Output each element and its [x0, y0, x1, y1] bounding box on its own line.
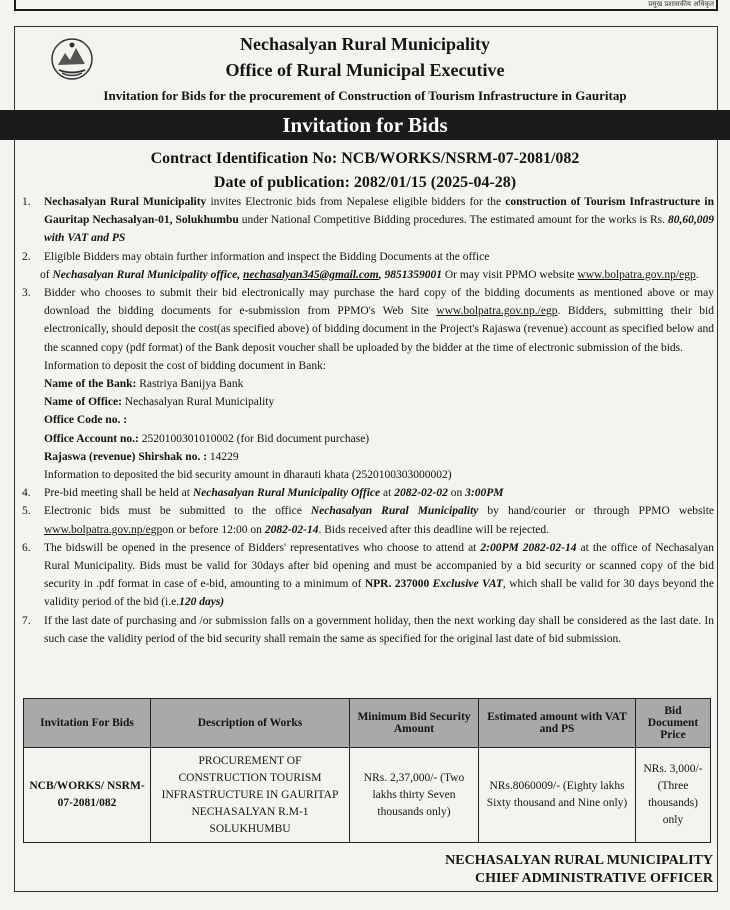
item-number: 6. — [22, 541, 31, 554]
bid-summary-table — [23, 698, 711, 843]
list-item — [22, 612, 714, 648]
item-number: 2. — [22, 250, 31, 263]
table-header-row — [24, 699, 711, 748]
ppmo-website-link[interactable]: www.bolpatra.gov.np/egp — [44, 523, 163, 536]
municipality-name: Nechasalyan Rural Municipality — [239, 34, 490, 54]
validity-days: 120 days) — [179, 596, 225, 609]
list-item — [22, 284, 714, 357]
item-number: 3. — [22, 287, 31, 300]
signature-line-officer: CHIEF ADMINISTRATIVE OFFICER — [474, 871, 713, 886]
bank-value: Rastriya Banijya Bank — [136, 378, 244, 391]
item-text: . Bidders, submitting their bid electronically, should deposit the cost(as specified above) of bidding document in the Project's Rajaswa (revenue) account as specified below and the scanned copy (pdf format) of the Bank deposit voucher shall be uploaded by the bidder at the time of electronic submission of the bids. — [44, 305, 714, 354]
bid-security-info: Information to deposited the bid security amount in dharauti khata (2520100303000002) — [44, 469, 452, 482]
item-text: at the office of Nechasalyan Rural Municipality. Bids must be valid for 30days after bid opening and must be accompanied by a bid security or scanned copy of the bid security in .pdf format in case of e-bid, amounting to a minimum of — [44, 541, 714, 591]
item-text: The bidswill be opened in the presence of Bidders' representatives who choose to attend at — [44, 541, 481, 554]
item-number: 5. — [22, 505, 31, 518]
item-text: construction of Tourism Infrastructure in Gauritap Nechasalyan-01, Solukhumbu — [44, 196, 714, 227]
table-cell: NRs. 2,37,000/- (Two lakhs thirty Seven thousands only) — [350, 748, 479, 843]
list-item — [22, 193, 714, 248]
rajaswa-label: Rajaswa (revenue) Shirshak no. : — [44, 450, 208, 463]
column-header: Invitation For Bids — [24, 699, 151, 748]
office-code-label: Office Code no. : — [44, 414, 128, 427]
item-text: at — [380, 487, 395, 500]
item-text: If the last date of purchasing and /or submission falls on a government holiday, then the next working day shall be considered as the last date. In such case the validity period of the bid security shall remain the same as specified for the original last date of bid submission. — [44, 614, 714, 645]
item-text: . — [695, 268, 699, 281]
account-value: 2520100301010002 (for Bid document purchase) — [138, 432, 370, 445]
column-header: Estimated amount with VAT and PS — [479, 699, 636, 748]
column-header: Minimum Bid Security Amount — [350, 699, 479, 748]
item-text: Nechasalyan Rural Municipality — [310, 505, 479, 518]
office-name-ref: Nechasalyan Rural Municipality office, — [52, 268, 243, 281]
signature-block — [445, 852, 713, 888]
item-text: Eligible Bidders may obtain further information and inspect the Bidding Documents at the office — [44, 250, 490, 263]
notice-banner: Invitation for Bids — [0, 110, 730, 140]
ppmo-website-link[interactable]: www.bolpatra.gov.np/egp — [577, 268, 696, 281]
item-text: Bidder who chooses to submit their bid electronically may purchase the hard copy of the bidding documents as mentioned above or may download the bidding documents for e-submission from PPMO's Web Site — [44, 287, 714, 318]
item-text: , which shall be valid for 30 days beyond the validity period of the bid (i.e. — [44, 578, 714, 609]
opening-datetime: 2:00PM 2082-02-14 — [480, 541, 577, 554]
list-item — [22, 539, 714, 612]
item-number: 4. — [22, 487, 31, 500]
bank-label: Name of the Bank: — [44, 378, 137, 391]
item-text: . Bids received after this deadline will be rejected. — [318, 523, 550, 536]
table-row — [24, 748, 711, 843]
item-text: invites Electronic bids from Nepalese eligible bidders for the — [206, 196, 506, 208]
signature-line-municipality: NECHASALYAN RURAL MUNICIPALITY — [445, 853, 713, 868]
item-text: Pre-bid meeting shall be held at — [44, 487, 193, 500]
column-header: Description of Works — [151, 699, 350, 748]
prebid-date: 2082-02-02 — [394, 487, 448, 500]
office-value: Nechasalyan Rural Municipality — [121, 396, 275, 409]
submission-date: 2082-02-14 — [264, 523, 319, 536]
prebid-time: 3:00PM — [465, 487, 504, 500]
phone-number: , 9851359001 — [378, 268, 442, 281]
item-text: Nechasalyan Rural Municipality — [44, 196, 207, 208]
table-cell: NRs.8060009/- (Eighty lakhs Sixty thousand and Nine only) — [479, 748, 636, 843]
item-text: of — [40, 268, 53, 281]
contract-id: Contract Identification No: NCB/WORKS/NSRM-07-2081/082 — [150, 150, 580, 167]
item-text: by hand/courier or through PPMO website — [478, 505, 714, 518]
bank-info-intro: Information to deposit the cost of bidding document in Bank: — [44, 359, 327, 372]
notice-body — [22, 193, 714, 648]
item-text: on or before 12:00 on — [162, 523, 265, 536]
list-item — [22, 502, 714, 538]
bid-security-amount: NPR. 237000 — [364, 578, 430, 591]
list-item — [22, 248, 714, 266]
office-name: Office of Rural Municipal Executive — [225, 60, 505, 80]
column-header: Bid Document Price — [636, 699, 711, 748]
table-cell: NCB/WORKS/ NSRM-07-2081/082 — [24, 748, 151, 843]
item-text: Or may visit PPMO website — [441, 268, 578, 281]
item-text: Electronic bids must be submitted to the office — [44, 505, 311, 518]
list-item — [22, 484, 714, 502]
item-text: Nechasalyan Rural Municipality Office — [192, 487, 381, 500]
email-link[interactable]: nechasalyan345@gmail.com — [242, 268, 379, 281]
item-text: on — [447, 487, 466, 500]
rajaswa-value: 14229 — [207, 450, 239, 463]
publication-date: Date of publication: 2082/01/15 (2025-04-28) — [213, 174, 517, 191]
notice-subtitle: Invitation for Bids for the procurement of Construction of Tourism Infrastructure in Gauritap — [103, 88, 627, 103]
table-cell: NRs. 3,000/- (Three thousands) only — [636, 748, 711, 843]
item-text: Exclusive VAT — [429, 578, 503, 591]
ppmo-website-link[interactable]: www.bolpatra.gov.np./egp — [436, 305, 558, 318]
estimated-amount: 80,60,009 with VAT and PS — [44, 214, 714, 245]
top-snippet-text: प्रमुख प्रशासकीय अधिकृत — [648, 0, 714, 8]
office-label: Name of Office: — [44, 396, 122, 409]
item-text: under National Competitive Bidding procedures. The estimated amount for the works is Rs. — [238, 214, 668, 227]
item-number: 1. — [22, 196, 31, 208]
table-cell: PROCUREMENT OF CONSTRUCTION TOURISM INFRASTRUCTURE IN GAURITAP NECHASALYAN R.M-1 SOLUKHUMBU — [151, 748, 350, 843]
item-number: 7. — [22, 614, 31, 627]
top-border — [14, 0, 718, 11]
account-label: Office Account no.: — [44, 432, 139, 445]
